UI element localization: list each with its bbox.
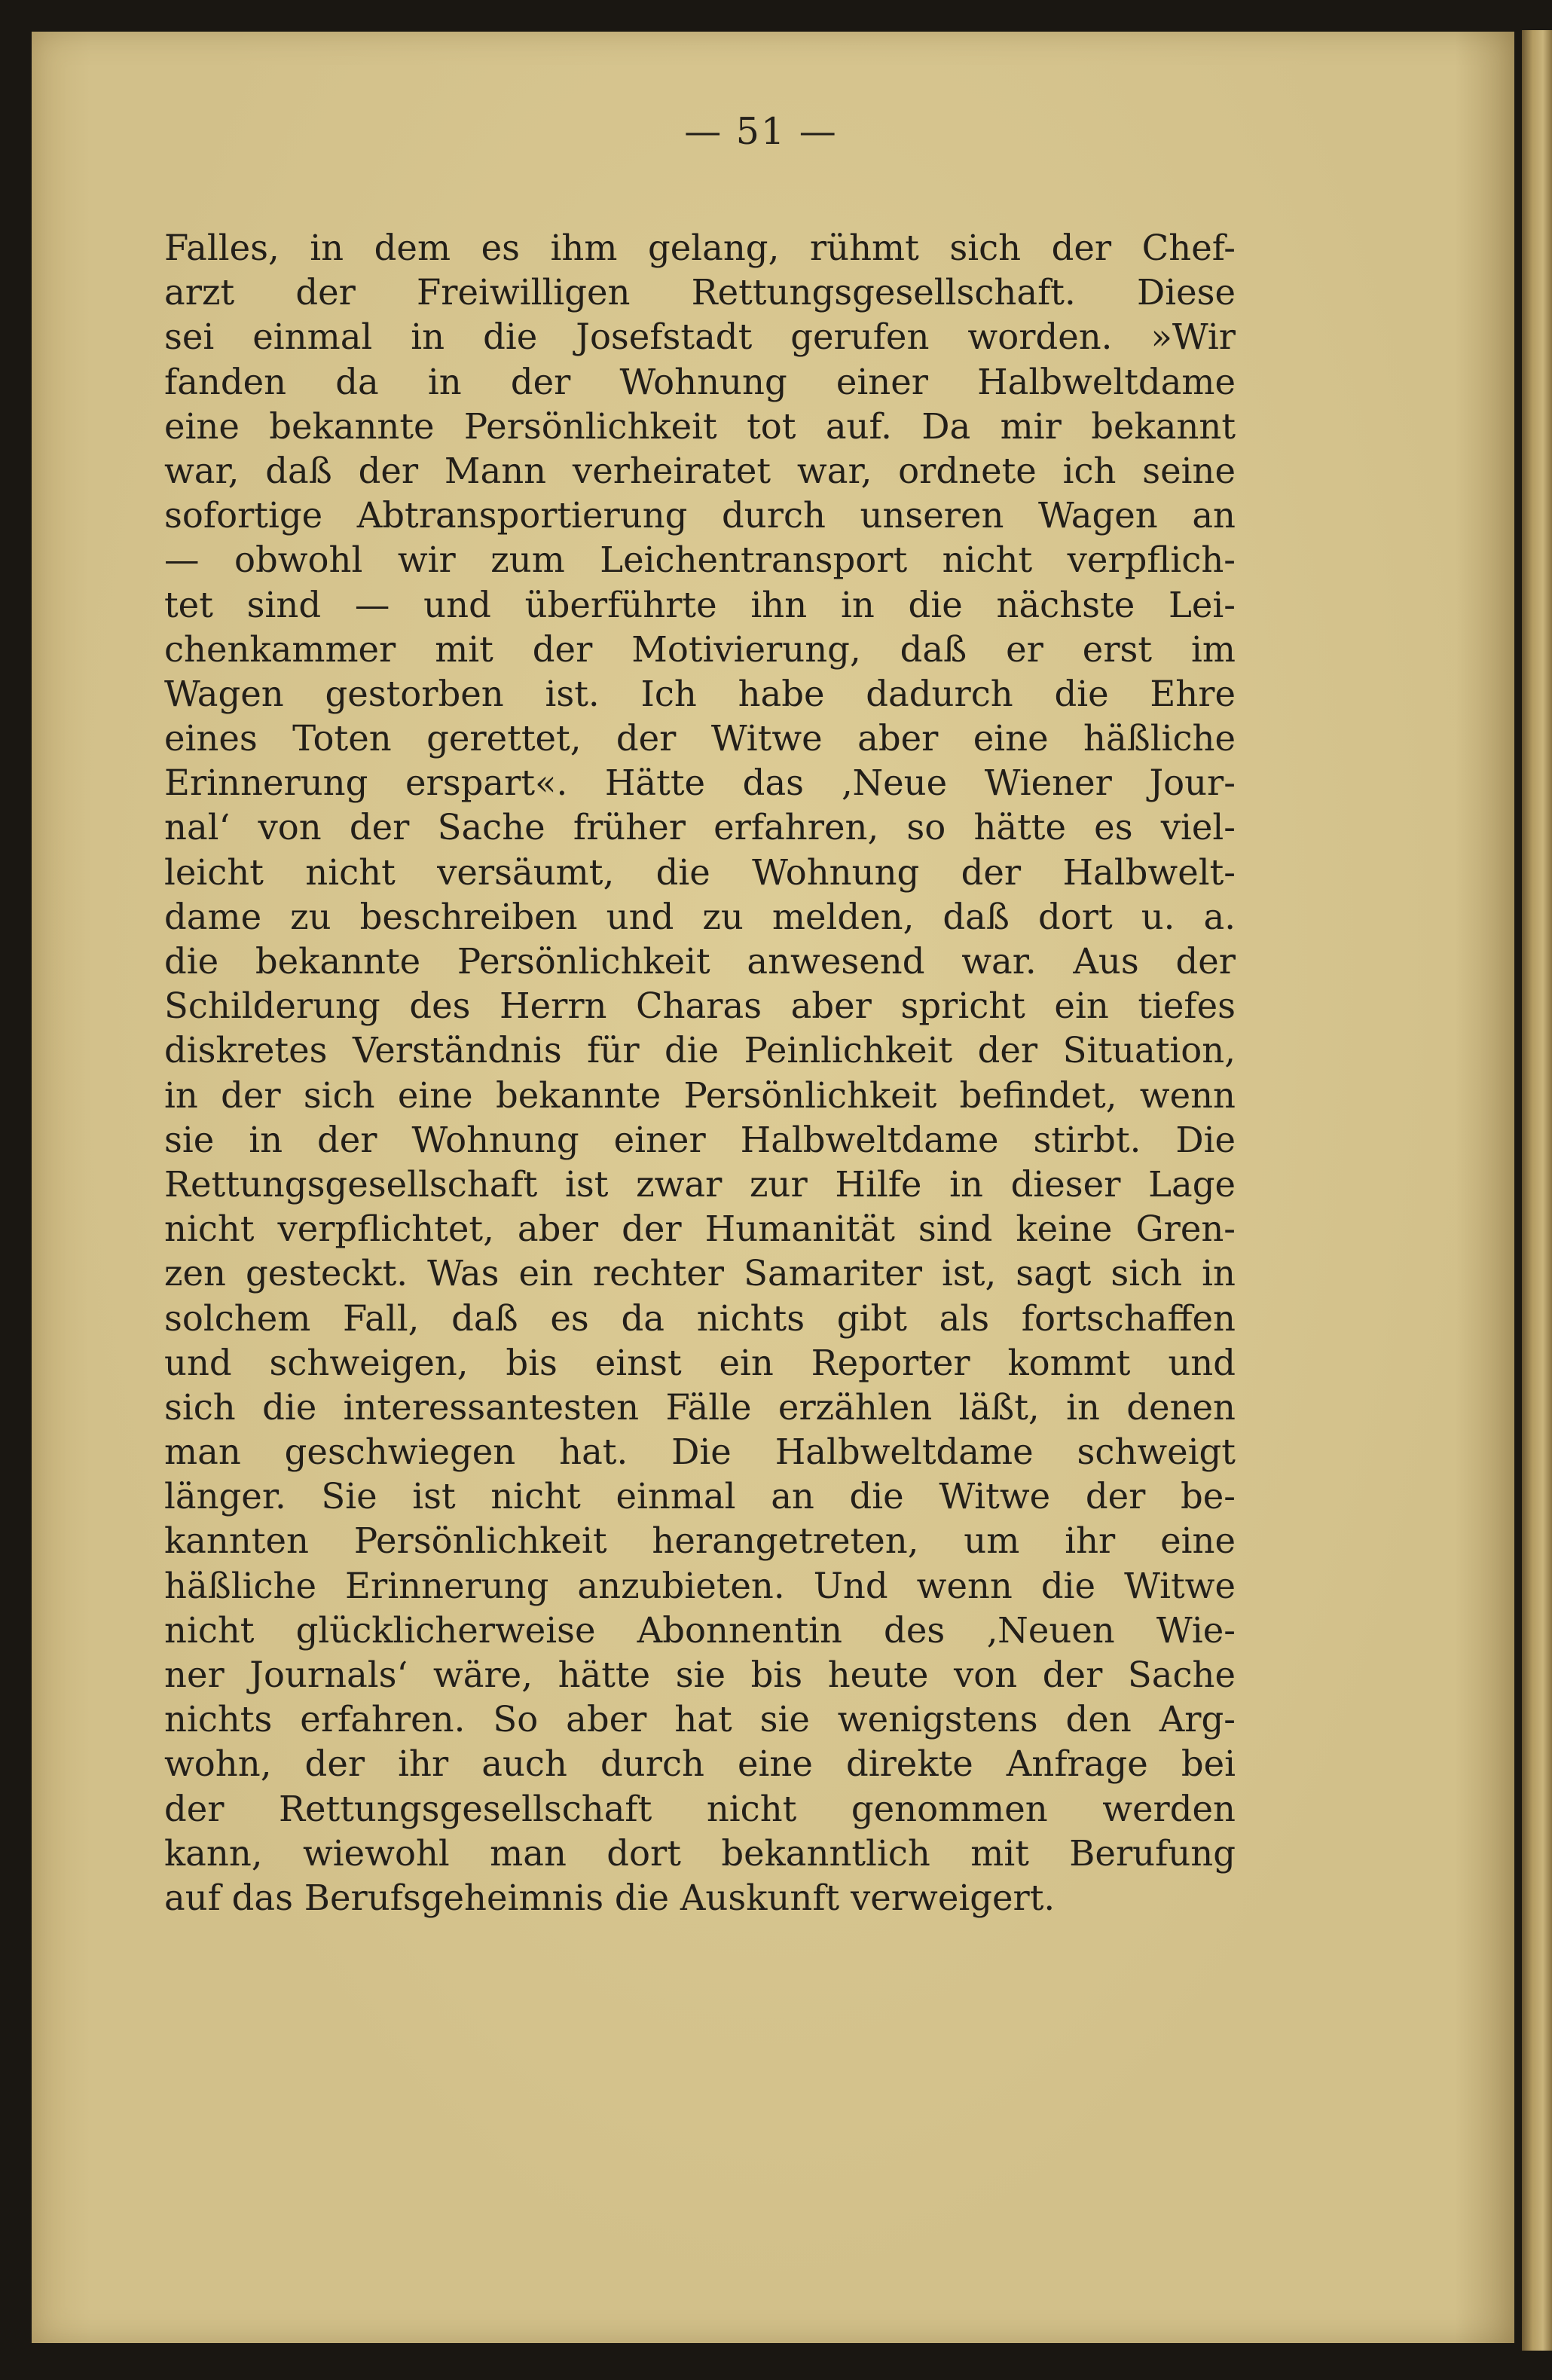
text-line: sich die interessantesten Fälle erzählen läßt, in denen: [164, 1386, 1236, 1428]
text-line: zen gesteckt. Was ein rechter Samariter ist, sagt sich in: [164, 1253, 1236, 1294]
text-line: fanden da in der Wohnung einer Halbweltdame: [164, 361, 1236, 402]
text-line: tet sind — und überführte ihn in die nächste Lei-: [164, 584, 1236, 625]
text-line: chenkammer mit der Motivierung, daß er erst im: [164, 628, 1236, 670]
text-line: und schweigen, bis einst ein Reporter kommt und: [164, 1342, 1236, 1383]
text-line: wohn, der ihr auch durch eine direkte Anfrage bei: [164, 1743, 1236, 1785]
text-line: häßliche Erinnerung anzubieten. Und wenn die Witwe: [164, 1565, 1236, 1606]
text-line: nicht glücklicherweise Abonnentin des ‚Neuen Wie-: [164, 1609, 1236, 1651]
text-line: arzt der Freiwilligen Rettungsgesellschaft. Diese: [164, 272, 1236, 313]
text-line: eine bekannte Persönlichkeit tot auf. Da mir bekannt: [164, 405, 1236, 447]
text-line: — obwohl wir zum Leichentransport nicht verpflich-: [164, 539, 1236, 581]
text-line: war, daß der Mann verheiratet war, ordnete ich seine: [164, 450, 1236, 491]
text-line: der Rettungsgesellschaft nicht genommen werden: [164, 1788, 1236, 1829]
text-line: man geschwiegen hat. Die Halbweltdame schweigt: [164, 1431, 1236, 1473]
page-edge: [1522, 30, 1552, 2351]
text-line: eines Toten gerettet, der Witwe aber eine häßliche: [164, 718, 1236, 759]
text-line: Schilderung des Herrn Charas aber spricht ein tiefes: [164, 985, 1236, 1027]
body-text: [164, 226, 1236, 1920]
text-line: leicht nicht versäumt, die Wohnung der Halbwelt-: [164, 851, 1236, 893]
text-line: solchem Fall, daß es da nichts gibt als fortschaffen: [164, 1297, 1236, 1339]
text-line: kannten Persönlichkeit herangetreten, um ihr eine: [164, 1520, 1236, 1562]
text-line: in der sich eine bekannte Persönlichkeit befindet, wenn: [164, 1074, 1236, 1116]
text-line: dame zu beschreiben und zu melden, daß dort u. a.: [164, 896, 1236, 937]
text-line: sie in der Wohnung einer Halbweltdame stirbt. Die: [164, 1119, 1236, 1160]
text-line: ner Journals‘ wäre, hätte sie bis heute von der Sache: [164, 1654, 1236, 1695]
text-line: länger. Sie ist nicht einmal an die Witwe der be-: [164, 1476, 1236, 1517]
text-line: nicht verpflichtet, aber der Humanität sind keine Gren-: [164, 1208, 1236, 1250]
text-line: Falles, in dem es ihm gelang, rühmt sich der Chef-: [164, 228, 1236, 268]
text-line: nichts erfahren. So aber hat sie wenigstens den Arg-: [164, 1699, 1236, 1740]
text-line: sei einmal in die Josefstadt gerufen worden. »Wir: [164, 316, 1236, 358]
page-number: — 51 —: [684, 110, 838, 153]
text-line: nal‘ von der Sache früher erfahren, so hätte es viel-: [164, 807, 1236, 848]
text-line: Erinnerung erspart«. Hätte das ‚Neue Wiener Jour-: [164, 762, 1236, 804]
text-line: sofortige Abtransportierung durch unseren Wagen an: [164, 495, 1236, 536]
text-line: Rettungsgesellschaft ist zwar zur Hilfe in dieser Lage: [164, 1163, 1236, 1205]
text-line: Wagen gestorben ist. Ich habe dadurch die Ehre: [164, 673, 1236, 714]
text-line: diskretes Verständnis für die Peinlichkeit der Situation,: [164, 1030, 1236, 1071]
text-line: auf das Berufsgeheimnis die Auskunft verweigert.: [164, 1877, 1056, 1918]
text-line: die bekannte Persönlichkeit anwesend war. Aus der: [164, 941, 1236, 982]
text-line: kann, wiewohl man dort bekanntlich mit Berufung: [164, 1832, 1236, 1874]
